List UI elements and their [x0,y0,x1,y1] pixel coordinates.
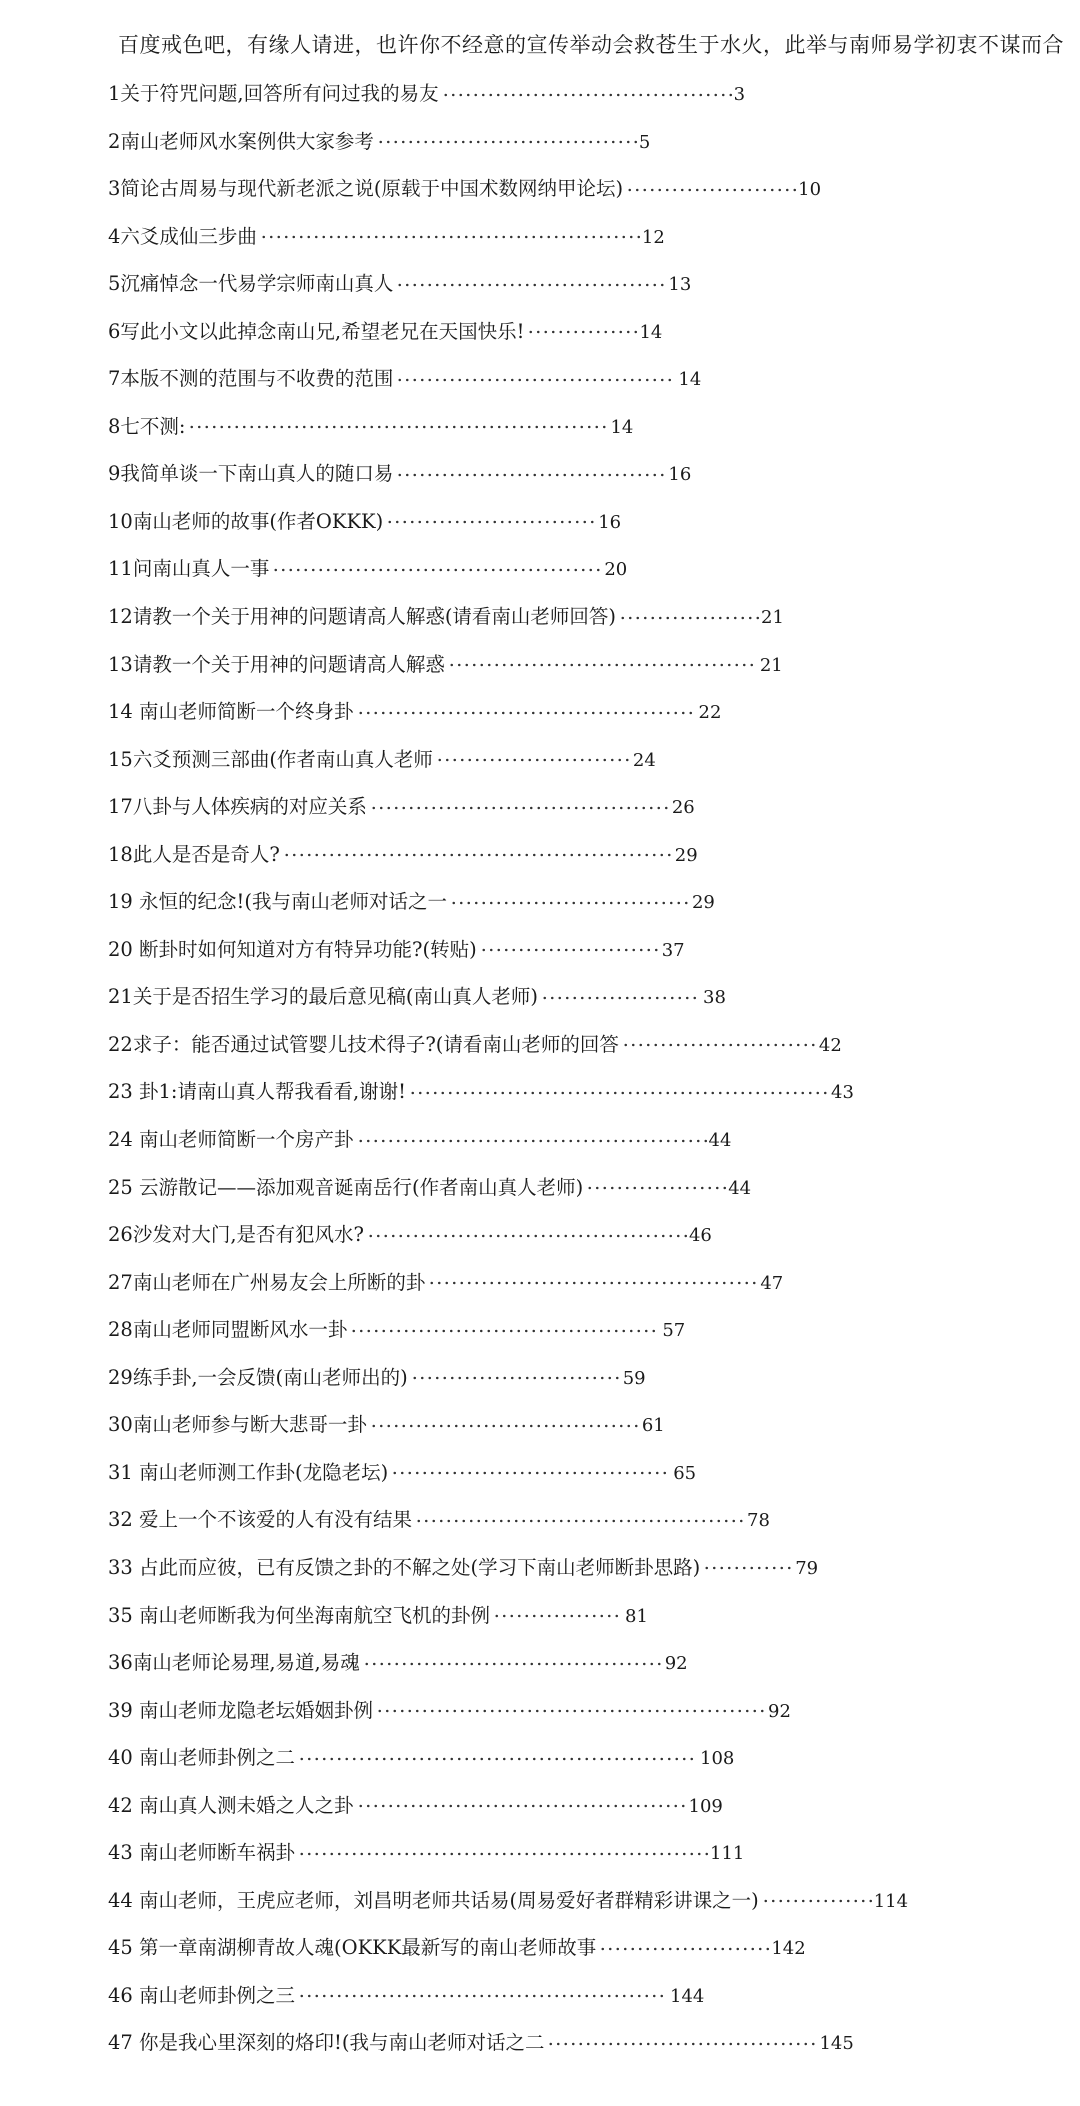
toc-entry [108,688,1080,736]
toc-entry [108,213,1080,261]
toc-entry-title: 40 南山老师卦例之二 [108,1746,296,1770]
dot-leader [619,615,759,621]
dot-leader [703,1565,793,1571]
dot-leader [396,472,666,478]
toc-entry-page-number: 44 [708,1130,732,1152]
intro-text: 百度戒色吧，有缘人请进，也许你不经意的宣传举动会救苍生于水火，此举与南师易学初衷不谋而合 [118,33,1064,57]
toc-entry-page-number: 24 [632,749,656,771]
toc-entry-page-number: 79 [795,1557,819,1579]
dot-leader [442,92,732,98]
toc-entry-page-number: 43 [831,1082,854,1104]
toc-entry [108,783,1080,831]
toc-entry [108,641,1080,689]
toc-entry-page-number: 5 [638,131,651,153]
dot-leader [363,1661,663,1667]
toc-entry [108,1354,1080,1402]
dot-leader [396,377,676,383]
toc-entry [108,70,1080,118]
toc-entry-page-number: 114 [873,1890,909,1912]
toc-entry-page-number: 59 [622,1367,646,1389]
dot-leader [436,757,631,763]
toc-entry-page-number: 14 [610,416,634,438]
toc-entry [108,308,1080,356]
toc-entry [108,736,1080,784]
toc-entry [108,1592,1080,1640]
toc-entry-page-number: 109 [688,1795,723,1817]
toc-entry-title: 3简论古周易与现代新老派之说(原载于中国术数网纳甲论坛) [108,177,624,201]
dot-leader [298,1851,708,1857]
toc-entry-page-number: 46 [688,1225,712,1247]
dot-leader [370,805,670,811]
toc-entry-page-number: 21 [759,654,783,676]
dot-leader [622,1042,817,1048]
toc-entry-title: 32 爱上一个不该爱的人有没有结果 [108,1508,413,1532]
toc-entry [108,118,1080,166]
toc-entry [108,1211,1080,1259]
toc-entry-page-number: 47 [760,1272,784,1294]
toc-entry-title: 17八卦与人体疾病的对应关系 [108,795,367,819]
toc-entry [108,1259,1080,1307]
toc-entry-title: 44 南山老师，王虎应老师，刘昌明老师共话易(周易爱好者群精彩讲课之一) [108,1888,759,1912]
dot-leader [391,1470,671,1476]
toc-entry-title: 21关于是否招生学习的最后意见稿(南山真人老师) [108,985,539,1009]
dot-leader [272,567,602,573]
toc-entry-title: 6写此小文以此掉念南山兄,希望老兄在天国快乐! [108,319,525,343]
toc-entry-page-number: 16 [668,464,692,486]
toc-entry [108,1306,1080,1354]
toc-entry [108,1449,1080,1497]
toc-entry-page-number: 14 [678,369,702,391]
dot-leader [283,852,673,858]
toc-entry [108,355,1080,403]
dot-leader [415,1518,745,1524]
toc-entry-title: 30南山老师参与断大悲哥一卦 [108,1413,367,1437]
dot-leader [260,234,640,240]
toc-entry-title: 42 南山真人测未婚之人之卦 [108,1793,354,1817]
toc-entry-title: 8七不测: [108,414,186,438]
toc-entry-title: 47 你是我心里深刻的烙印!(我与南山老师对话之二 [108,2031,545,2055]
toc-entry-title: 29练手卦,一会反馈(南山老师出的) [108,1365,408,1389]
toc-entry-page-number: 10 [798,179,822,201]
toc-entry-title: 39 南山老师龙隐老坛婚姻卦例 [108,1698,374,1722]
toc-entry-title: 14 南山老师简断一个终身卦 [108,700,354,724]
toc-entry-title: 35 南山老师断我为何坐海南航空飞机的卦例 [108,1603,491,1627]
toc-entry [108,1687,1080,1735]
dot-leader [376,1708,766,1714]
dot-leader [357,1138,707,1144]
toc-entry-title: 31 南山老师测工作卦(龙隐老坛) [108,1460,389,1484]
toc-entry-title: 11问南山真人一事 [108,557,270,581]
toc-entry-page-number: 16 [598,511,622,533]
toc-entry [108,1544,1080,1592]
dot-leader [370,1423,640,1429]
toc-entry [108,165,1080,213]
toc-entry-title: 27南山老师在广州易友会上所断的卦 [108,1270,426,1294]
toc-entry-title: 22求子：能否通过试管婴儿技术得子?(请看南山老师的回答 [108,1032,619,1056]
toc-entry-page-number: 37 [661,939,685,961]
toc-entry [108,593,1080,641]
toc-entry-page-number: 57 [662,1320,686,1342]
toc-entry-title: 46 南山老师卦例之三 [108,1983,296,2007]
toc-entry-page-number: 61 [641,1415,665,1437]
toc-entry [108,498,1080,546]
toc-entry-title: 24 南山老师简断一个房产卦 [108,1128,354,1152]
toc-entry [108,545,1080,593]
toc-entry-title: 28南山老师同盟断风水一卦 [108,1318,348,1342]
toc-entry [108,878,1080,926]
toc-entry-page-number: 12 [641,226,665,248]
toc-entry [108,1496,1080,1544]
toc-entry-page-number: 21 [761,607,784,629]
toc-entry [108,1164,1080,1212]
toc-entry-page-number: 3 [733,84,746,105]
toc-entry [108,1972,1080,2020]
dot-leader [411,1375,621,1381]
toc-entry [108,831,1080,879]
toc-entry [108,1924,1080,1972]
dot-leader [367,1233,687,1239]
toc-entry-page-number: 38 [703,987,726,1009]
toc-entry-title: 23 卦1:请南山真人帮我看看,谢谢! [108,1080,407,1104]
toc-entry [108,973,1080,1021]
toc-entry-title: 12请教一个关于用神的问题请高人解惑(请看南山老师回答) [108,605,617,629]
toc-entry-page-number: 13 [668,274,692,296]
dot-leader [493,1613,623,1619]
toc-entry-title: 5沉痛悼念一代易学宗师南山真人 [108,272,394,296]
dot-leader [448,662,758,668]
table-of-contents [0,70,1080,2067]
toc-entry [108,926,1080,974]
toc-entry-title: 4六爻成仙三步曲 [108,224,257,248]
dot-leader [599,1946,769,1952]
toc-entry [108,1068,1080,1116]
toc-entry-title: 33 占此而应彼，已有反馈之卦的不解之处(学习下南山老师断卦思路) [108,1555,701,1579]
toc-entry-page-number: 145 [819,2033,854,2055]
toc-entry [108,1782,1080,1830]
toc-entry-page-number: 92 [768,1700,791,1722]
toc-entry-page-number: 29 [674,844,698,866]
toc-entry [108,1639,1080,1687]
toc-entry-title: 45 第一章南湖柳青故人魂(OKKK最新写的南山老师故事 [108,1936,597,1960]
toc-entry-page-number: 65 [673,1462,697,1484]
dot-leader [428,1280,758,1286]
toc-entry [108,1116,1080,1164]
dot-leader [386,519,596,525]
dot-leader [586,1185,726,1191]
dot-leader [357,710,697,716]
toc-entry [108,450,1080,498]
toc-entry-page-number: 20 [604,559,628,581]
toc-entry-page-number: 26 [671,797,695,819]
toc-entry [108,1877,1080,1925]
dot-leader [357,1803,687,1809]
dot-leader [480,947,660,953]
dot-leader [450,900,690,906]
toc-entry-title: 2南山老师风水案例供大家参考 [108,129,374,153]
toc-entry-page-number: 81 [625,1605,648,1627]
toc-entry [108,1734,1080,1782]
toc-entry-title: 7本版不测的范围与不收费的范围 [108,367,394,391]
toc-entry-title: 15六爻预测三部曲(作者南山真人老师 [108,747,433,771]
toc-entry-title: 20 断卦时如何知道对方有特异功能?(转贴) [108,937,477,961]
dot-leader [298,1756,698,1762]
toc-entry-page-number: 44 [728,1177,752,1199]
toc-entry [108,1829,1080,1877]
dot-leader [541,995,701,1001]
toc-entry [108,1401,1080,1449]
dot-leader [396,282,666,288]
dot-leader [527,329,637,335]
toc-entry-page-number: 78 [747,1510,770,1532]
toc-entry-page-number: 92 [664,1653,688,1675]
toc-entry-title: 43 南山老师断车祸卦 [108,1841,296,1865]
dot-leader [626,187,796,193]
toc-entry-page-number: 22 [698,702,722,724]
toc-entry-title: 26沙发对大门,是否有犯风水? [108,1223,364,1247]
toc-entry-title: 19 永恒的纪念!(我与南山老师对话之一 [108,890,447,914]
dot-leader [547,2041,817,2047]
dot-leader [762,1898,872,1904]
toc-entry-page-number: 42 [818,1034,842,1056]
toc-entry-page-number: 144 [670,1985,705,2007]
toc-entry [108,260,1080,308]
toc-entry-title: 18此人是否是奇人? [108,842,280,866]
toc-entry-page-number: 111 [710,1843,745,1865]
dot-leader [298,1993,668,1999]
dot-leader [377,139,637,145]
toc-entry-title: 10南山老师的故事(作者OKKK) [108,509,384,533]
toc-entry-title: 13请教一个关于用神的问题请高人解惑 [108,652,445,676]
dot-leader [409,1090,829,1096]
toc-entry [108,2019,1080,2067]
toc-entry-title: 1关于符咒问题,回答所有问过我的易友 [108,82,439,105]
toc-entry-title: 9我简单谈一下南山真人的随口易 [108,462,394,486]
toc-entry-title: 25 云游散记——添加观音诞南岳行(作者南山真人老师) [108,1175,584,1199]
toc-entry [108,1021,1080,1069]
dot-leader [188,424,608,430]
toc-entry [108,403,1080,451]
toc-entry-page-number: 142 [771,1938,806,1960]
toc-entry-title: 36南山老师论易理,易道,易魂 [108,1651,360,1675]
toc-entry-page-number: 108 [700,1748,735,1770]
toc-entry-page-number: 29 [691,892,715,914]
dot-leader [350,1328,660,1334]
toc-entry-page-number: 14 [639,321,663,343]
